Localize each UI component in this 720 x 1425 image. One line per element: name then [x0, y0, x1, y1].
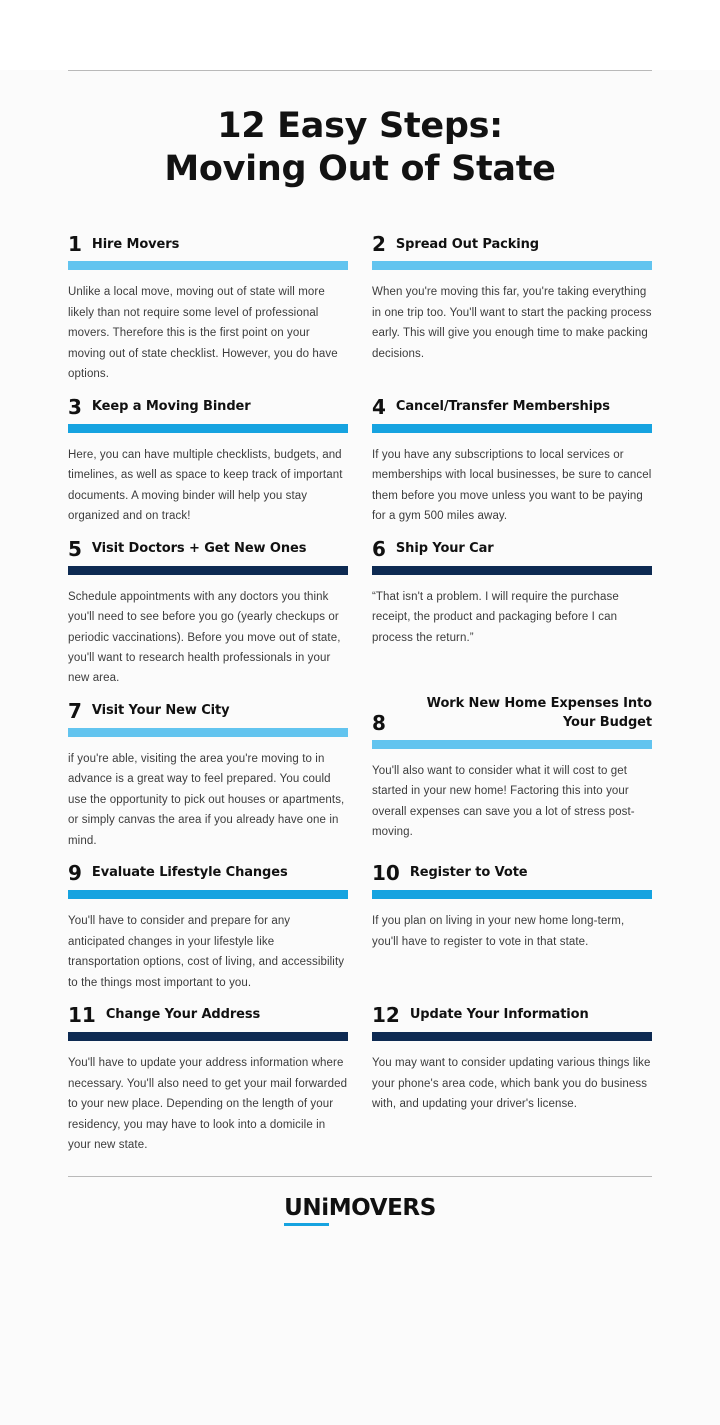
- step-title: Spread Out Packing: [395, 236, 539, 252]
- step-title: Hire Movers: [91, 236, 180, 252]
- step-body: When you're moving this far, you're taking everything in one trip too. You'll want to start the packing process early. This will give you enough time to make packing decisions.: [372, 286, 652, 360]
- step-header: [68, 533, 348, 559]
- infographic-page: [0, 70, 720, 1425]
- step-item: [68, 228, 348, 384]
- step-title: Register to Vote: [409, 865, 528, 881]
- step-body: You'll have to update your address information where necessary. You'll also need to get your mail forwarded to your new place. Depending on the length of your residency, you may have to look into a domicile in your new state.: [68, 1057, 348, 1152]
- step-number: 9: [68, 861, 82, 886]
- step-header: [372, 695, 652, 733]
- step-header: [68, 228, 348, 257]
- step-header: [372, 228, 652, 257]
- step-item: [68, 391, 348, 527]
- step-title: Work New Home Expenses Into Your Budget: [426, 695, 652, 730]
- bottom-divider: [68, 1176, 652, 1177]
- step-number: 12: [372, 1003, 400, 1028]
- step-accent-bar: [372, 261, 652, 270]
- step-accent-bar: [68, 1032, 348, 1041]
- step-title: Visit Doctors + Get New Ones: [91, 540, 307, 556]
- step-title: Change Your Address: [105, 1007, 261, 1023]
- step-item: [372, 695, 652, 851]
- page-title: [68, 105, 652, 190]
- step-number: 11: [68, 1003, 96, 1028]
- step-title: Evaluate Lifestyle Changes: [91, 865, 288, 881]
- step-body: If you plan on living in your new home long-term, you'll have to register to vote in that state.: [372, 915, 625, 948]
- brand-logo[interactable]: [284, 1195, 436, 1221]
- step-body: You'll also want to consider what it will cost to get started in your new home! Factoring this into your overall expenses can save you a lot of stress post-moving.: [372, 764, 635, 839]
- step-item: [372, 857, 652, 993]
- step-accent-bar: [68, 261, 348, 270]
- steps-grid: [68, 228, 652, 1161]
- title-line-2: Moving Out of State: [164, 148, 556, 189]
- step-number: 2: [372, 232, 386, 257]
- step-number: 1: [68, 232, 82, 257]
- step-number: 7: [68, 698, 82, 723]
- step-item: [68, 857, 348, 993]
- step-accent-bar: [68, 566, 348, 575]
- step-header: [68, 999, 348, 1028]
- step-header: [68, 695, 348, 721]
- step-body: If you have any subscriptions to local services or memberships with local businesses, be sure to cancel them before you move unless you want to be paying for a gym 500 miles away.: [372, 448, 652, 523]
- top-divider: [68, 70, 652, 71]
- step-number: 4: [372, 394, 386, 419]
- step-number: 3: [68, 394, 82, 419]
- step-body: You may want to consider updating various things like your phone's area code, which bank you do business with, and updating your driver's license.: [372, 1057, 651, 1111]
- step-item: [372, 228, 652, 384]
- step-accent-bar: [372, 890, 652, 899]
- step-item: [372, 391, 652, 527]
- step-accent-bar: [372, 740, 652, 749]
- title-line-1: 12 Easy Steps:: [217, 106, 503, 146]
- step-accent-bar: [68, 890, 348, 899]
- step-accent-bar: [68, 728, 348, 737]
- step-number: 5: [68, 536, 82, 561]
- logo-uni-text: UNi: [284, 1195, 329, 1226]
- footer: [68, 1195, 652, 1221]
- step-title: Cancel/Transfer Memberships: [395, 398, 610, 414]
- step-body: if you're able, visiting the area you're moving to in advance is a great way to feel prepared. You could use the opportunity to pick out houses or apartments, or simply canvas the area if you already have one in mind.: [68, 752, 345, 847]
- step-header: [372, 857, 652, 886]
- step-accent-bar: [372, 566, 652, 575]
- step-header: [372, 999, 652, 1028]
- step-header: [68, 857, 348, 886]
- step-item: [372, 999, 652, 1155]
- step-title: Update Your Information: [409, 1007, 589, 1023]
- step-item: [68, 695, 348, 851]
- step-item: [372, 533, 652, 689]
- step-body: Unlike a local move, moving out of state will more likely than not require some level of professional movers. Therefore this is the first point on your moving out of state checklist. However, you do have options.: [68, 286, 338, 381]
- step-title: Keep a Moving Binder: [91, 398, 251, 414]
- step-item: [68, 533, 348, 689]
- step-body: You'll have to consider and prepare for any anticipated changes in your lifestyle like transportation options, cost of living, and accessibility to the things most important to you.: [68, 915, 345, 989]
- step-number: 6: [372, 536, 386, 561]
- step-title: Ship Your Car: [395, 540, 494, 556]
- step-header: [372, 533, 652, 559]
- step-body: Schedule appointments with any doctors you think you'll need to see before you go (yearly checkups or periodic vaccinations). Before you move out of state, you'll want to research health professionals in your new area.: [68, 590, 341, 685]
- step-header: [372, 391, 652, 417]
- step-body: “That isn't a problem. I will require the purchase receipt, the product and packaging before I can process the return.”: [372, 590, 619, 644]
- step-item: [68, 999, 348, 1155]
- step-accent-bar: [372, 424, 652, 433]
- step-accent-bar: [372, 1032, 652, 1041]
- logo-movers-text: MOVERS: [328, 1194, 436, 1221]
- step-accent-bar: [68, 424, 348, 433]
- step-body: Here, you can have multiple checklists, budgets, and timelines, as well as space to keep track of important documents. A moving binder will help you stay organized and on track!: [68, 448, 343, 523]
- step-number: 8: [372, 710, 386, 735]
- step-header: [68, 391, 348, 417]
- step-title: Visit Your New City: [91, 703, 230, 719]
- step-number: 10: [372, 861, 400, 886]
